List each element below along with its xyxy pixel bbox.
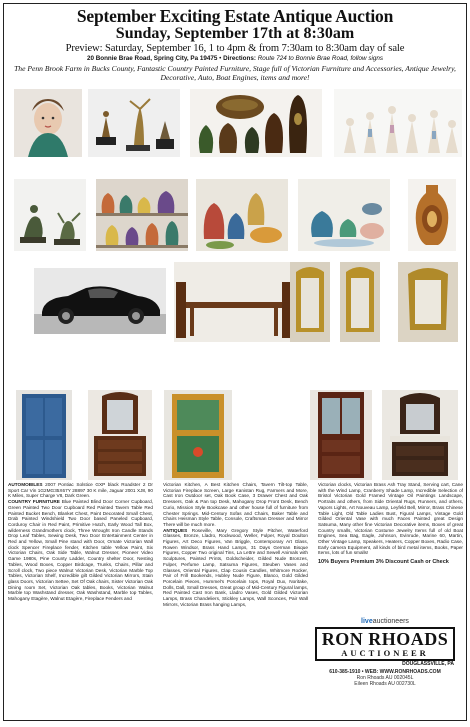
column-2 xyxy=(163,482,308,607)
photo-oriental-vase xyxy=(408,179,456,251)
text-country-furniture: Blue Painted Blind Door Corner Cupboard, Green Painted Two Door Cupboard Red Painted Tavern Table Red Painted Bucket Bench, Blanket Chest, Paint Decorated Small Chest, Drab Painted Windshield Two Door based Paneled Cupboard, Corduroy Chair in Red Paint, Primitive Hutch, Early Wood Tall Box, wilderness Grandmothers clock, Three Wrought Iron Candle Stands Drop Leaf Tables, Sewing Desk, Two Door Entertainment Center in Red and Yellow, Small Pine stand with Door, Ornate Victorian Wall clock Spencer Fireplace fender, Kitchen table Yellow Paint, Six Victorian Chairs, Oak Side Table, Walnut Dresser, Pioneer Video Game 1980s, Pine County Ladder, Country shelter Door, Nesting Tables, Wood Boxes, Copper Birdcage, Trunks, Chairs, Pillar and Scroll clock, Two piece Walnut Victorian Desk, Victorian Marble Top Tables, Victorian Shelf, Incredible gilt Gilded Victorian Mirrors, Stain glass Doors, Victorian Settee, Set Of Oak chairs, Sister Victorian Oak Dining room Set, Victorian Oak tables, Books, Victorian Walnut Marble top Washstand dresser, Oak Washstand, Marble top Tables, Mahogany Etagère, Walnut Etagère, Fireplace Fenders and xyxy=(8,499,153,602)
column-3 xyxy=(318,482,463,566)
tea-set-image xyxy=(298,179,390,251)
auctioneer-name: RON RHOADS xyxy=(321,629,449,649)
pottery-vases-image xyxy=(190,89,322,157)
column-1 xyxy=(8,482,153,602)
porcelain-figurines-image xyxy=(334,89,462,157)
gilt-mirror-left-image xyxy=(290,262,330,342)
bronze-sculptures-image xyxy=(14,179,86,251)
auction-flyer xyxy=(3,3,467,721)
photo-secretary-bookcase xyxy=(310,390,372,480)
text-furniture-continued: Victorian Kitchen, A Best Kitchen Chairs, Tavern Tilt-top Table, Victorian Fireplace Screen, Large Kanistan Rug, Farmers and More, Cast Iron Outdoor set, Oak Book Case, 3 Drawer Chest and Oak Dressers, Oak & Pan top Desk, Mahogany Drop Front Desk, Bench Curio, Mission Style Bookcase and other house full of furniture from Chester Springs. Mid-Century Sofas and Chairs, Baker Table and Chairs Heisman Style Table, Console, Craftsman Dresser and Mirror There will be much more. xyxy=(163,482,308,527)
photo-porcelain-figurines xyxy=(334,89,462,157)
terms-text: 10% Buyers Premium 3% Discount Cash or Check xyxy=(318,559,449,566)
photo-gilt-sconce xyxy=(398,262,458,342)
photo-tea-set xyxy=(298,179,390,251)
bronze-figures-image xyxy=(88,89,180,157)
photo-marble-washstand xyxy=(382,390,458,480)
live-auctioneers-badge xyxy=(310,618,460,625)
photo-gilt-mirrors xyxy=(340,262,380,342)
text-automobiles: 2007 Pontiac Solstice GXP black Roadster 2 Dr Sport Car Vin 1G2MG35X67Y 28897 30 K mile, Jaguar 2001 XJ8, 90 K Miles, Super Charge V8, Dark Green. xyxy=(8,482,153,499)
license-2: Eileen Rhoads AU 002730L xyxy=(354,681,416,687)
photo-blue-cupboard xyxy=(16,390,72,480)
gilt-sconce-image xyxy=(398,262,458,342)
live-prefix: live xyxy=(361,618,373,625)
photo-pottery-vases xyxy=(190,89,322,157)
auctioneer-logo xyxy=(310,616,460,716)
blue-cupboard-image xyxy=(16,390,72,480)
heading-automobiles: AUTOMOBILES xyxy=(8,482,43,487)
auctioneer-location: DOUGLASSVILLE, PA xyxy=(402,661,454,667)
directions-label: Directions: xyxy=(223,55,256,62)
auction-address: 20 Bonnie Brae Road, Spring City, Pa 19475 xyxy=(86,55,218,62)
heading-antiques: ANTIQUES xyxy=(163,527,188,533)
directions-text: Route 724 to Bonnie Brae Road, follow signs xyxy=(257,55,384,62)
photo-collage xyxy=(4,86,466,364)
porcelain-bust-image xyxy=(14,89,82,157)
dining-set-image xyxy=(174,262,294,342)
contact-info: 610-385-1910 • WEB: WWW.RONRHOADS.COM xyxy=(329,669,441,675)
painted-cupboard-image xyxy=(164,390,232,480)
photo-sports-car xyxy=(34,268,166,334)
auction-date: Sunday, September 17th at 8:30am xyxy=(115,25,355,42)
photo-art-pottery-shelf xyxy=(96,179,188,251)
art-pottery-shelf-image xyxy=(96,179,188,251)
decorative-glass-image xyxy=(196,179,288,251)
gilt-mirror-right-image xyxy=(340,262,380,342)
photo-gilt-mirror-left xyxy=(290,262,330,342)
text-antiques: Roseville, Mary Gregory Style Pitcher, Waterford Glasses, Bronze, Lladro, Rockwood, Weller, Fulper, Royal Doulton Figures, Art Deco Figures, Van Briggle, Contemporary Art Glass, Rowen Windsor, Brass Hand Lamps, 31 Days German Bisque Figures, Copper Two original Tins, La Lettre and Sewell Animals with Sculptures, Painted Prints, Goldscheider, Gilded Nude Bronzes, Fulper, Perfume Lamp, Satsuma Figures, Steuben Vases and Glasses, Oriental Figures, Clap Cousin Candles, Whitmore Rocker, Pair of Frill Bookends, Hubley Nude Figure, Blanco, Gold Gilded Porcelain Pieces, Hummel's Porcelain tops, Royal Dux, Noritake, Dolls, Dall, Small Dresses, Great group of Mid-Century Figural lamps, Red Painted Cast Iron Bank, Lladro Vases, Gold Gilded Victorian Lamps, Brass Chandeliers, Stickley Lamps, Wall Sconces, Pair Wall Mirrors, Victorian Brass hanging Lamps, xyxy=(163,527,309,607)
photo-painted-cupboard xyxy=(164,390,232,480)
photo-porcelain-bust xyxy=(14,89,82,157)
auctioneer-role: AUCTIONEER xyxy=(341,648,429,658)
secretary-bookcase-image xyxy=(310,390,372,480)
license-1: Ron Rhoads AU 002045L xyxy=(356,675,414,681)
photo-dining-set xyxy=(174,262,294,342)
address-line: 20 Bonnie Brae Road, Spring City, Pa 19475 • Directions: Route 724 to Bonnie Brae Road, follow signs xyxy=(86,55,384,62)
photo-bronze-sculptures xyxy=(14,179,86,251)
oriental-vase-image xyxy=(408,179,456,251)
photo-victorian-dresser xyxy=(88,390,152,480)
sports-car-image xyxy=(34,268,166,334)
preview-info: Preview: Saturday, September 16, 1 to 4pm & from 7:30am to 8:30am day of sale xyxy=(65,43,405,54)
photo-bronze-figures xyxy=(88,89,180,157)
victorian-dresser-image xyxy=(88,390,152,480)
text-antiques-continued: Victorian clocks, Victorian Brass Ash Tray Stand, Serving cart, Cane with the Wind Lamp, Cranberry Shade Lamp, Incredible Selection of Bristol Victorian Gold Framed Vintage Oil Paintings Landscape, Portraits and others, from Side Oriental Rugs, Runners, and others, Vapors Lights, Art Nouveau Lamp, Leyfeld Bell, Mirror, Brass Chinese Table Light, Old Table Ladies Bust, Figural Lamps, Vintage Gold Gilded Oriental Vase with much Faces Painted great Design Satsuma, Many other fine Victorian Decorative items, Boxes of great Country smalls, Victorian Costume Jewelry Items full of old Boat Engines, Sea Bag, Eagle, Johnson, Evinrude, Marine 60, Martin, Other Vintage Lamp, Speakers, Heaters, Copper Boxes, Radio Case, Early camera Equipment, all kinds of bird metal items, Books, Paper Items, lots of fun smalls! xyxy=(318,482,463,556)
auction-title: September Exciting Estate Antique Auction xyxy=(76,6,394,26)
tagline: The Penn Brook Farm in Bucks County, Fantastic Country Painted Furniture, Stage full of Victorian Furniture and Accessories, Antique Jewelry, Decorative, Auto, Boat Engines, items and more! xyxy=(14,64,456,82)
brand-box xyxy=(315,627,455,661)
live-suffix: auctioneers xyxy=(372,618,409,625)
photo-decorative-glass xyxy=(196,179,288,251)
marble-washstand-image xyxy=(382,390,458,480)
heading-country-furniture: COUNTRY FURNITURE xyxy=(8,499,60,505)
